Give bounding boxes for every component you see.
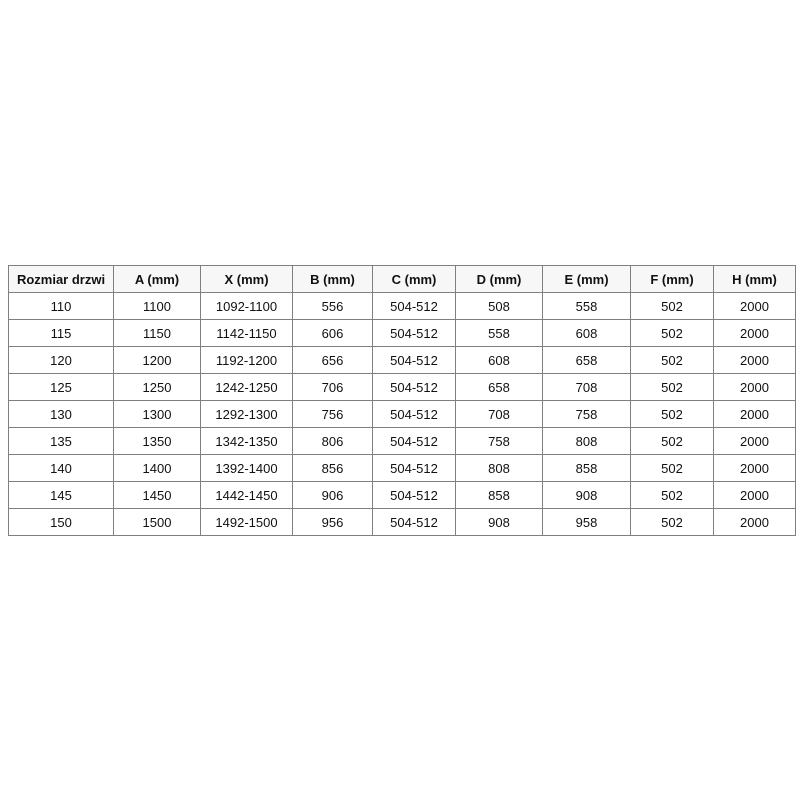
column-header: D (mm) [456,266,543,293]
table-row [9,428,796,455]
table-cell: 958 [543,509,631,536]
table-cell: 2000 [714,455,796,482]
table-cell: 115 [9,320,114,347]
table-cell: 1242-1250 [201,374,293,401]
table-cell: 508 [456,293,543,320]
table-row [9,347,796,374]
table-cell: 758 [456,428,543,455]
door-size-spec-table [8,265,796,536]
table-cell: 130 [9,401,114,428]
table-body [9,293,796,536]
table-row [9,509,796,536]
table-cell: 1392-1400 [201,455,293,482]
column-header: E (mm) [543,266,631,293]
table-cell: 556 [293,293,373,320]
table-cell: 1442-1450 [201,482,293,509]
table-cell: 1492-1500 [201,509,293,536]
table-cell: 120 [9,347,114,374]
table-cell: 502 [631,428,714,455]
table-cell: 2000 [714,482,796,509]
table-cell: 608 [456,347,543,374]
table-cell: 806 [293,428,373,455]
table-cell: 1150 [114,320,201,347]
table-cell: 1292-1300 [201,401,293,428]
table-row [9,401,796,428]
table-cell: 502 [631,482,714,509]
table-cell: 1250 [114,374,201,401]
table-cell: 504-512 [373,320,456,347]
table-cell: 504-512 [373,482,456,509]
table-cell: 756 [293,401,373,428]
table-cell: 110 [9,293,114,320]
table-cell: 558 [543,293,631,320]
column-header: F (mm) [631,266,714,293]
table-cell: 2000 [714,509,796,536]
table-cell: 706 [293,374,373,401]
table-cell: 502 [631,374,714,401]
table-row [9,293,796,320]
table-row [9,482,796,509]
table-cell: 1400 [114,455,201,482]
table-cell: 856 [293,455,373,482]
table-cell: 502 [631,455,714,482]
table-cell: 1142-1150 [201,320,293,347]
table-cell: 708 [456,401,543,428]
table-cell: 656 [293,347,373,374]
table-cell: 502 [631,293,714,320]
table-cell: 956 [293,509,373,536]
table-cell: 658 [456,374,543,401]
column-header: X (mm) [201,266,293,293]
table-cell: 504-512 [373,401,456,428]
table-header-row [9,266,796,293]
table-cell: 1092-1100 [201,293,293,320]
table-cell: 504-512 [373,428,456,455]
table-cell: 758 [543,401,631,428]
column-header: B (mm) [293,266,373,293]
table-cell: 858 [543,455,631,482]
table-row [9,455,796,482]
table-cell: 1100 [114,293,201,320]
table-cell: 504-512 [373,374,456,401]
table-cell: 2000 [714,320,796,347]
column-header: C (mm) [373,266,456,293]
table-cell: 608 [543,320,631,347]
table-cell: 502 [631,347,714,374]
table-cell: 504-512 [373,509,456,536]
table-cell: 1200 [114,347,201,374]
table-cell: 2000 [714,347,796,374]
table-cell: 2000 [714,401,796,428]
table-cell: 1300 [114,401,201,428]
table-cell: 708 [543,374,631,401]
table-row [9,320,796,347]
table-cell: 504-512 [373,293,456,320]
column-header: Rozmiar drzwi [9,266,114,293]
table-cell: 558 [456,320,543,347]
table-cell: 908 [543,482,631,509]
table-cell: 1350 [114,428,201,455]
table-cell: 502 [631,401,714,428]
column-header: A (mm) [114,266,201,293]
table-row [9,374,796,401]
table-cell: 502 [631,509,714,536]
table-cell: 504-512 [373,347,456,374]
table-cell: 858 [456,482,543,509]
table-cell: 150 [9,509,114,536]
table-cell: 1450 [114,482,201,509]
table-cell: 2000 [714,428,796,455]
door-size-spec-table-wrap [8,265,796,536]
table-cell: 606 [293,320,373,347]
table-cell: 1500 [114,509,201,536]
table-cell: 2000 [714,293,796,320]
table-cell: 908 [456,509,543,536]
table-cell: 504-512 [373,455,456,482]
table-cell: 1192-1200 [201,347,293,374]
table-cell: 135 [9,428,114,455]
column-header: H (mm) [714,266,796,293]
table-cell: 145 [9,482,114,509]
table-cell: 140 [9,455,114,482]
table-cell: 125 [9,374,114,401]
table-cell: 808 [456,455,543,482]
table-cell: 906 [293,482,373,509]
table-cell: 808 [543,428,631,455]
table-cell: 502 [631,320,714,347]
table-cell: 2000 [714,374,796,401]
table-cell: 658 [543,347,631,374]
table-cell: 1342-1350 [201,428,293,455]
